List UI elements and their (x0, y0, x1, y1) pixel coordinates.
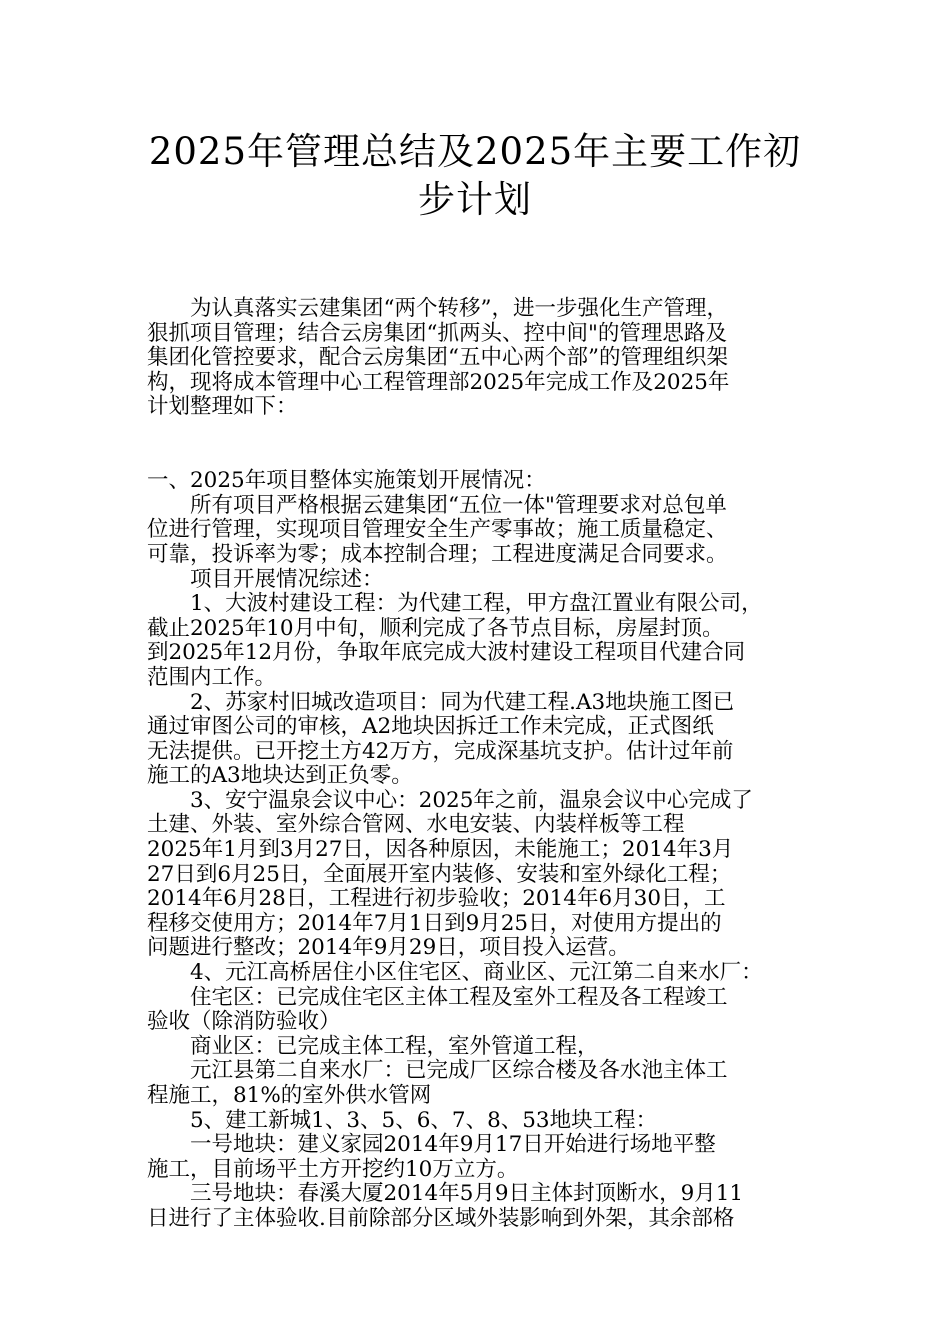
intro-line: 狠抓项目管理；结合云房集团“抓两头、控中间"的管理思路及 (147, 320, 727, 346)
body-line: 程施工，81%的室外供水管网 (147, 1083, 432, 1108)
intro-line: 集团化管控要求，配合云房集团“五中心两个部”的管理组织架 (147, 345, 728, 371)
body-line: 验收（除消防验收） (147, 1009, 341, 1035)
body-line: 商业区：已完成主体工程，室外管道工程， (147, 1033, 599, 1059)
body-line: 1、大波村建设工程：为代建工程，甲方盘江置业有限公司， (147, 591, 763, 617)
body-line: 施工的A3地块达到正负零。 (147, 763, 413, 789)
body-line: 施工，目前场平土方开挖约10万立方。 (147, 1156, 519, 1182)
paragraph-gap (147, 445, 815, 470)
body-line: 4、元江高桥居住小区住宅区、商业区、元江第二自来水厂： (147, 960, 763, 986)
body-line: 元江县第二自来水厂：已完成厂区综合楼及各水池主体工 (147, 1058, 728, 1084)
intro-line: 计划整理如下： (147, 394, 298, 420)
body-line: 通过审图公司的审核，A2地块因拆迁工作未完成，正式图纸 (147, 714, 714, 740)
body-line: 可靠，投诉率为零；成本控制合理；工程进度满足合同要求。 (147, 541, 728, 567)
body-line: 2025年1月到3月27日，因各种原因，未能施工；2014年3月 (147, 837, 734, 863)
body-line: 一号地块：建义家园2014年9月17日开始进行场地平整 (147, 1132, 716, 1158)
body-line: 截止2025年10月中旬，顺利完成了各节点目标，房屋封顶。 (147, 615, 724, 641)
body-line: 2014年6月28日，工程进行初步验收；2014年6月30日，工 (147, 886, 726, 912)
document-title (120, 128, 830, 224)
title-line: 步计划 (418, 178, 532, 221)
body-line: 3、安宁温泉会议中心：2025年之前，温泉会议中心完成了 (147, 787, 753, 813)
body-line: 到2025年12月份，争取年底完成大波村建设工程项目代建合同 (147, 640, 746, 666)
body-line: 范围内工作。 (147, 664, 277, 690)
body-line: 日进行了主体验收.目前除部分区域外装影响到外架，其余部格 (147, 1205, 735, 1231)
intro-line: 为认真落实云建集团“两个转移”，进一步强化生产管理， (147, 296, 728, 321)
body-line: 程移交使用方；2014年7月1日到9月25日，对使用方提出的 (147, 910, 722, 936)
body-line: 2、苏家村旧城改造项目：同为代建工程.A3地块施工图已 (147, 689, 735, 715)
body-line: 5、建工新城1、3、5、6、7、8、53地块工程： (147, 1107, 658, 1133)
section-heading: 一、2025年项目整体实施策划开展情况： (147, 468, 546, 494)
title-line: 2025年管理总结及2025年主要工作初 (148, 130, 802, 173)
body-line: 问题进行整改；2014年9月29日，项目投入运营。 (147, 935, 630, 961)
paragraph-gap (147, 420, 815, 445)
body-line: 无法提供。已开挖土方42万方，完成深基坑支护。估计过年前 (147, 738, 734, 764)
intro-line: 构，现将成本管理中心工程管理部2025年完成工作及2025年 (147, 369, 730, 395)
body-line: 位进行管理，实现项目管理安全生产零事故；施工质量稳定、 (147, 517, 728, 543)
body-line: 项目开展情况综述： (147, 566, 384, 592)
body-line: 27日到6月25日，全面展开室内装修、安装和室外绿化工程； (147, 861, 732, 887)
body-line: 住宅区：已完成住宅区主体工程及室外工程及各工程竣工 (147, 984, 728, 1010)
body-line: 所有项目严格根据云建集团“五位一体"管理要求对总包单 (147, 492, 727, 518)
body-line: 三号地块：春溪大厦2014年5月9日主体封顶断水，9月11 (147, 1181, 744, 1207)
body-line: 土建、外装、室外综合管网、水电安装、内装样板等工程 (147, 812, 685, 838)
document-body (147, 297, 815, 1232)
